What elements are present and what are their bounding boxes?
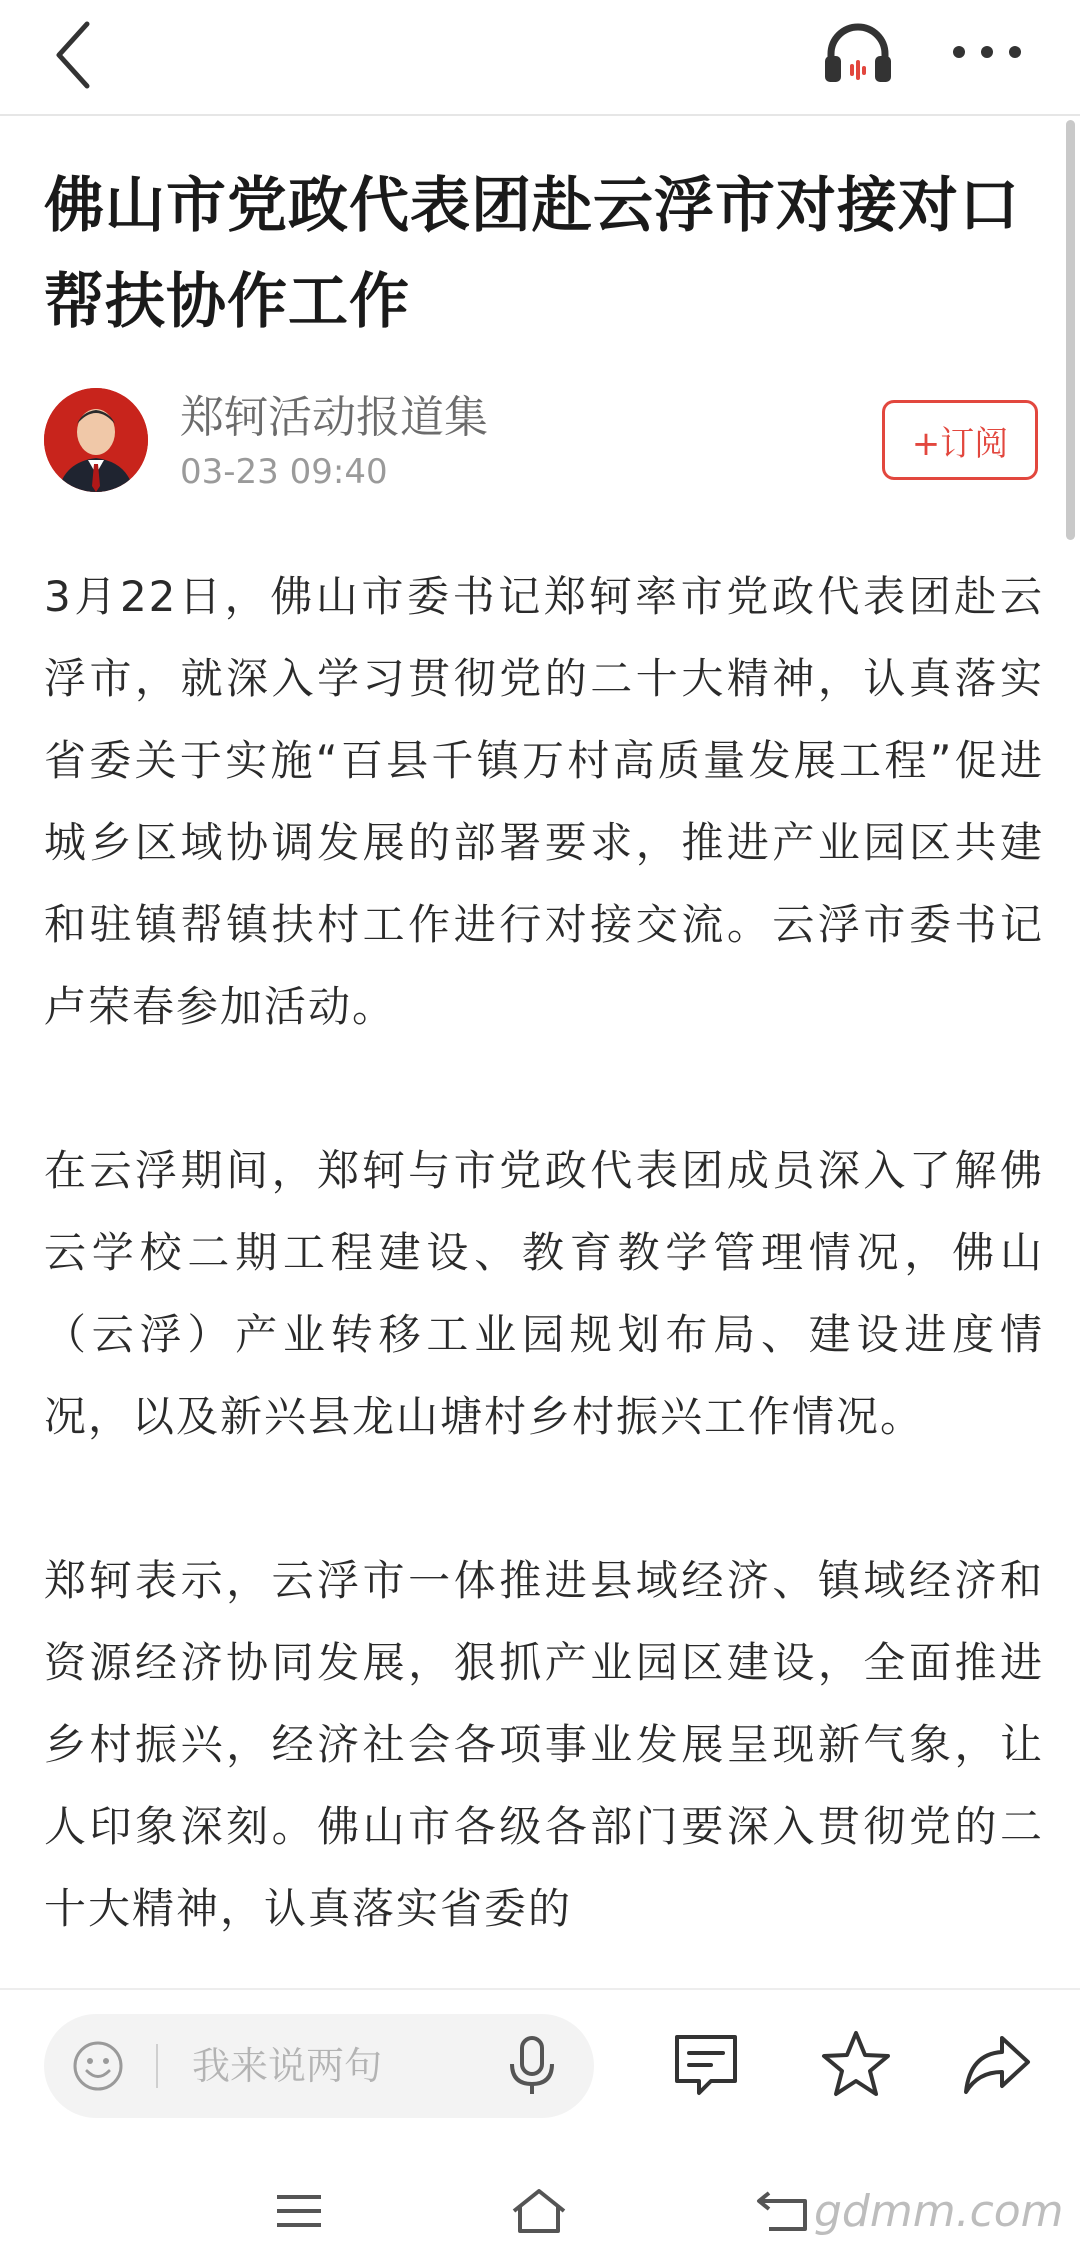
paragraph: 在云浮期间，郑轲与市党政代表团成员深入了解佛云学校二期工程建设、教育教学管理情况，佛山（云浮）产业转移工业园规划布局、建设进度情况，以及新兴县龙山塘村乡村振兴工作情况。 bbox=[44, 1146, 1044, 1441]
author-name[interactable]: 郑轲活动报道集 bbox=[180, 392, 488, 443]
article-title: 佛山市党政代表团赴云浮市对接对口帮扶协作工作 bbox=[44, 171, 1020, 337]
nav-menu-button[interactable] bbox=[264, 2176, 334, 2246]
article-body bbox=[44, 556, 1044, 2032]
home-icon bbox=[510, 2187, 568, 2235]
portrait-icon bbox=[44, 388, 148, 492]
more-button[interactable] bbox=[942, 12, 1032, 92]
subscribe-button[interactable]: +订阅 bbox=[882, 400, 1038, 480]
comment-input[interactable] bbox=[44, 2014, 594, 2118]
comment-button[interactable] bbox=[666, 2024, 746, 2104]
microphone-icon[interactable] bbox=[502, 2034, 562, 2098]
favorite-button[interactable] bbox=[816, 2024, 896, 2104]
listen-button[interactable] bbox=[818, 12, 898, 92]
publish-time: 03-23 09:40 bbox=[180, 452, 388, 492]
share-icon bbox=[960, 2032, 1032, 2096]
scrollbar[interactable] bbox=[1066, 120, 1075, 540]
action-bar bbox=[0, 1988, 1080, 2148]
paragraph: 3月22日，佛山市委书记郑轲率市党政代表团赴云浮市，就深入学习贯彻党的二十大精神，认真落实省委关于实施“百县千镇万村高质量发展工程”促进城乡区域协调发展的部署要求，推进产业园区共建和驻镇帮镇扶村工作进行对接交流。云浮市委书记卢荣春参加活动。 bbox=[44, 572, 1044, 1031]
comment-placeholder[interactable]: 我来说两句 bbox=[192, 2044, 383, 2088]
top-bar bbox=[0, 0, 1080, 116]
back-button[interactable] bbox=[38, 10, 108, 100]
author-row bbox=[44, 388, 1040, 498]
share-button[interactable] bbox=[956, 2024, 1036, 2104]
paragraph: 郑轲表示，云浮市一体推进县域经济、镇域经济和资源经济协同发展，狠抓产业园区建设，全面推进乡村振兴，经济社会各项事业发展呈现新气象，让人印象深刻。佛山市各级各部门要深入贯彻党的二十大精神，认真落实省委的 bbox=[44, 1556, 1044, 1933]
headphones-icon bbox=[823, 20, 893, 84]
author-avatar[interactable] bbox=[44, 388, 148, 492]
chevron-left-icon bbox=[53, 20, 93, 90]
divider bbox=[156, 2044, 158, 2088]
more-dots-icon bbox=[952, 45, 1022, 59]
system-nav-bar bbox=[0, 2148, 1080, 2268]
watermark: gdmm.com bbox=[814, 2186, 1064, 2237]
back-arrow-icon bbox=[755, 2187, 811, 2235]
nav-back-button[interactable] bbox=[748, 2176, 818, 2246]
nav-home-button[interactable] bbox=[504, 2176, 574, 2246]
star-icon bbox=[820, 2029, 892, 2099]
comment-icon bbox=[671, 2031, 741, 2097]
menu-icon bbox=[275, 2191, 323, 2231]
emoji-icon[interactable] bbox=[72, 2040, 124, 2092]
